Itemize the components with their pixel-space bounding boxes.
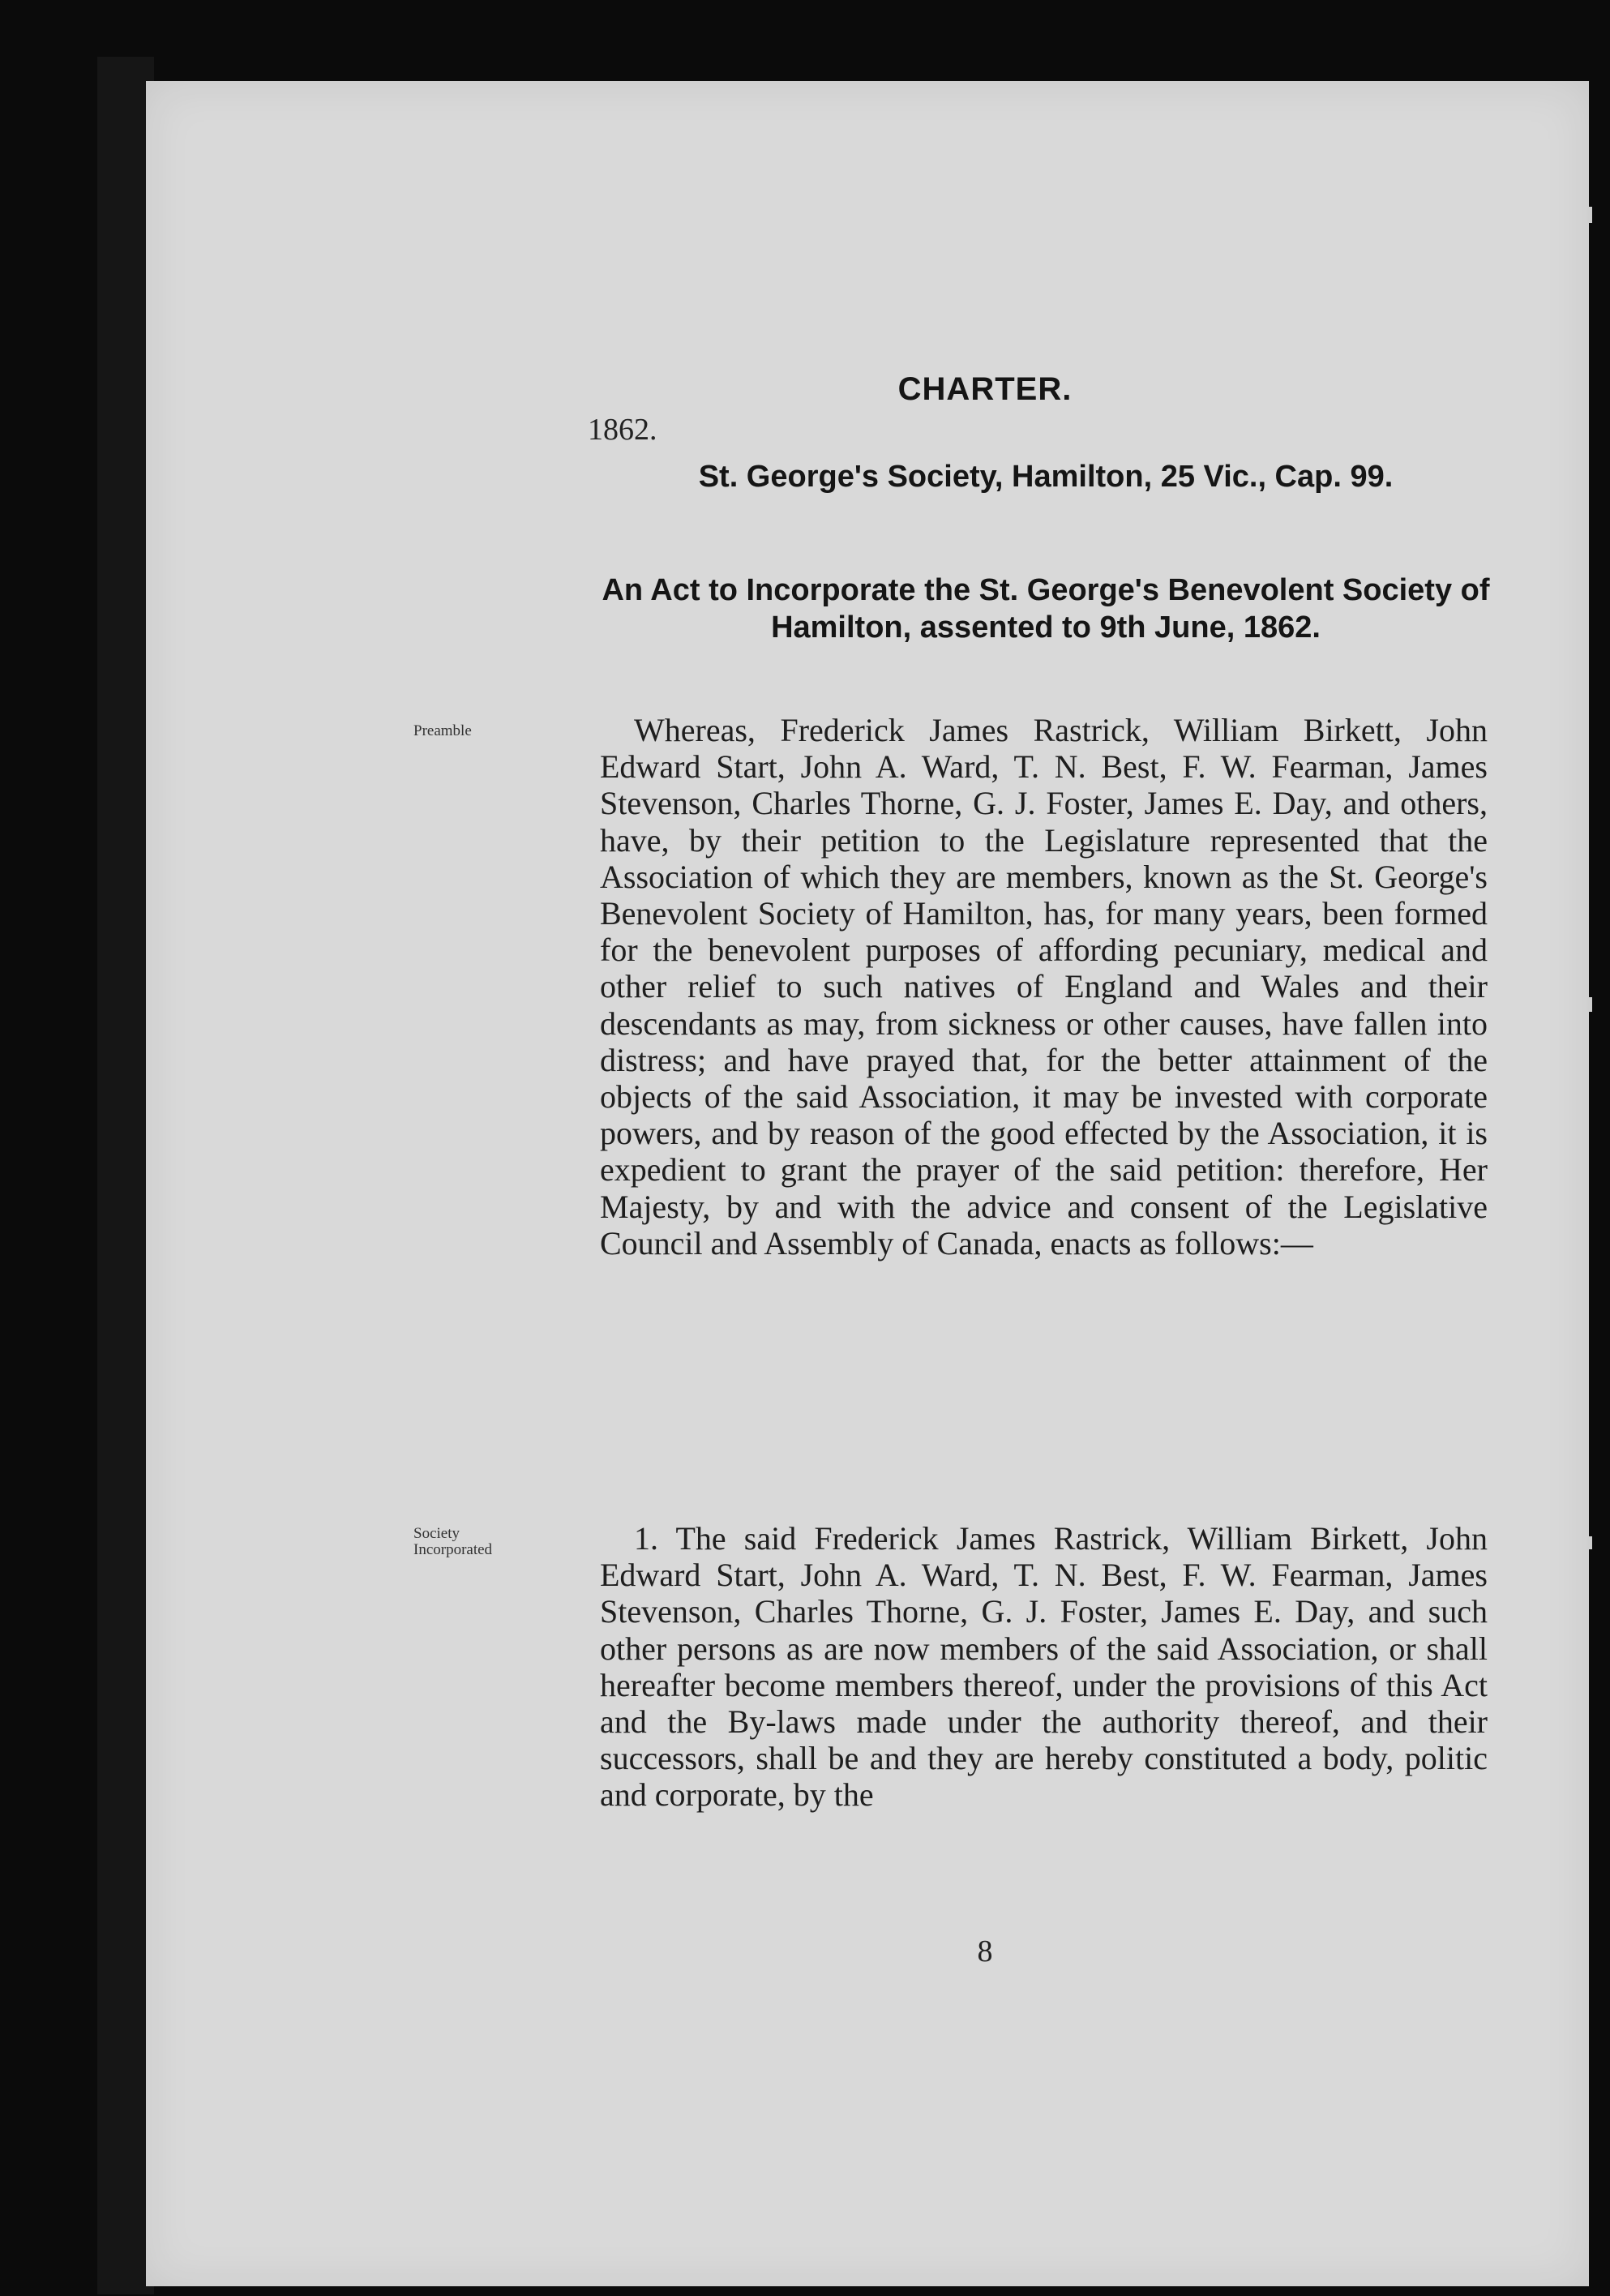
scan-artifact	[1587, 1536, 1592, 1549]
page-title: CHARTER.	[897, 371, 1073, 407]
margin-note-society-incorporated: Society Incorporated	[413, 1525, 493, 1558]
margin-note-preamble: Preamble	[413, 722, 472, 739]
scan-artifact	[1587, 997, 1592, 1012]
act-description-heading: An Act to Incorporate the St. George's Benevolent Society of Hamilton, assented to 9th June, 1862.	[602, 573, 1490, 645]
document-page	[146, 81, 1589, 2286]
preamble-paragraph: Whereas, Frederick James Rastrick, William Birkett, John Edward Start, John A. Ward, T. N. Best, F. W. Fearman, James Stevenson, Charles Thorne, G. J. Foster, James E. Day, and others, have, by their petition to the Legislature represented that the Association of which they are members, known as the St. George's Benevolent Society of Hamilton, has, for many years, been formed for the benevolent purposes of affording pecuniary, medical and other relief to such natives of England and Wales and their descendants as may, from sickness or other causes, have fallen into distress; and have prayed that, for the better attainment of the objects of the said Association, it may be invested with corporate powers, and by reason of the good effected by the Association, it is expedient to grant the prayer of the said petition: therefore, Her Majesty, by and with the advice and consent of the Legislative Council and Assembly of Canada, enacts as follows:—	[600, 712, 1488, 1262]
section-1-paragraph: 1. The said Frederick James Rastrick, William Birkett, John Edward Start, John A. Ward, T. N. Best, F. W. Fearman, James Stevenson, Charles Thorne, G. J. Foster, James E. Day, and such other persons as are now members of the said Association, or shall hereafter become members thereof, under the provisions of this Act and the By-laws made under the authority thereof, and their successors, shall be and they are hereby constituted a body, politic and corporate, by the	[600, 1520, 1488, 1814]
year-label: 1862.	[588, 413, 657, 447]
page-number: 8	[977, 1934, 993, 1968]
scan-artifact	[1587, 207, 1592, 223]
act-heading: St. George's Society, Hamilton, 25 Vic., Cap. 99.	[698, 460, 1394, 494]
